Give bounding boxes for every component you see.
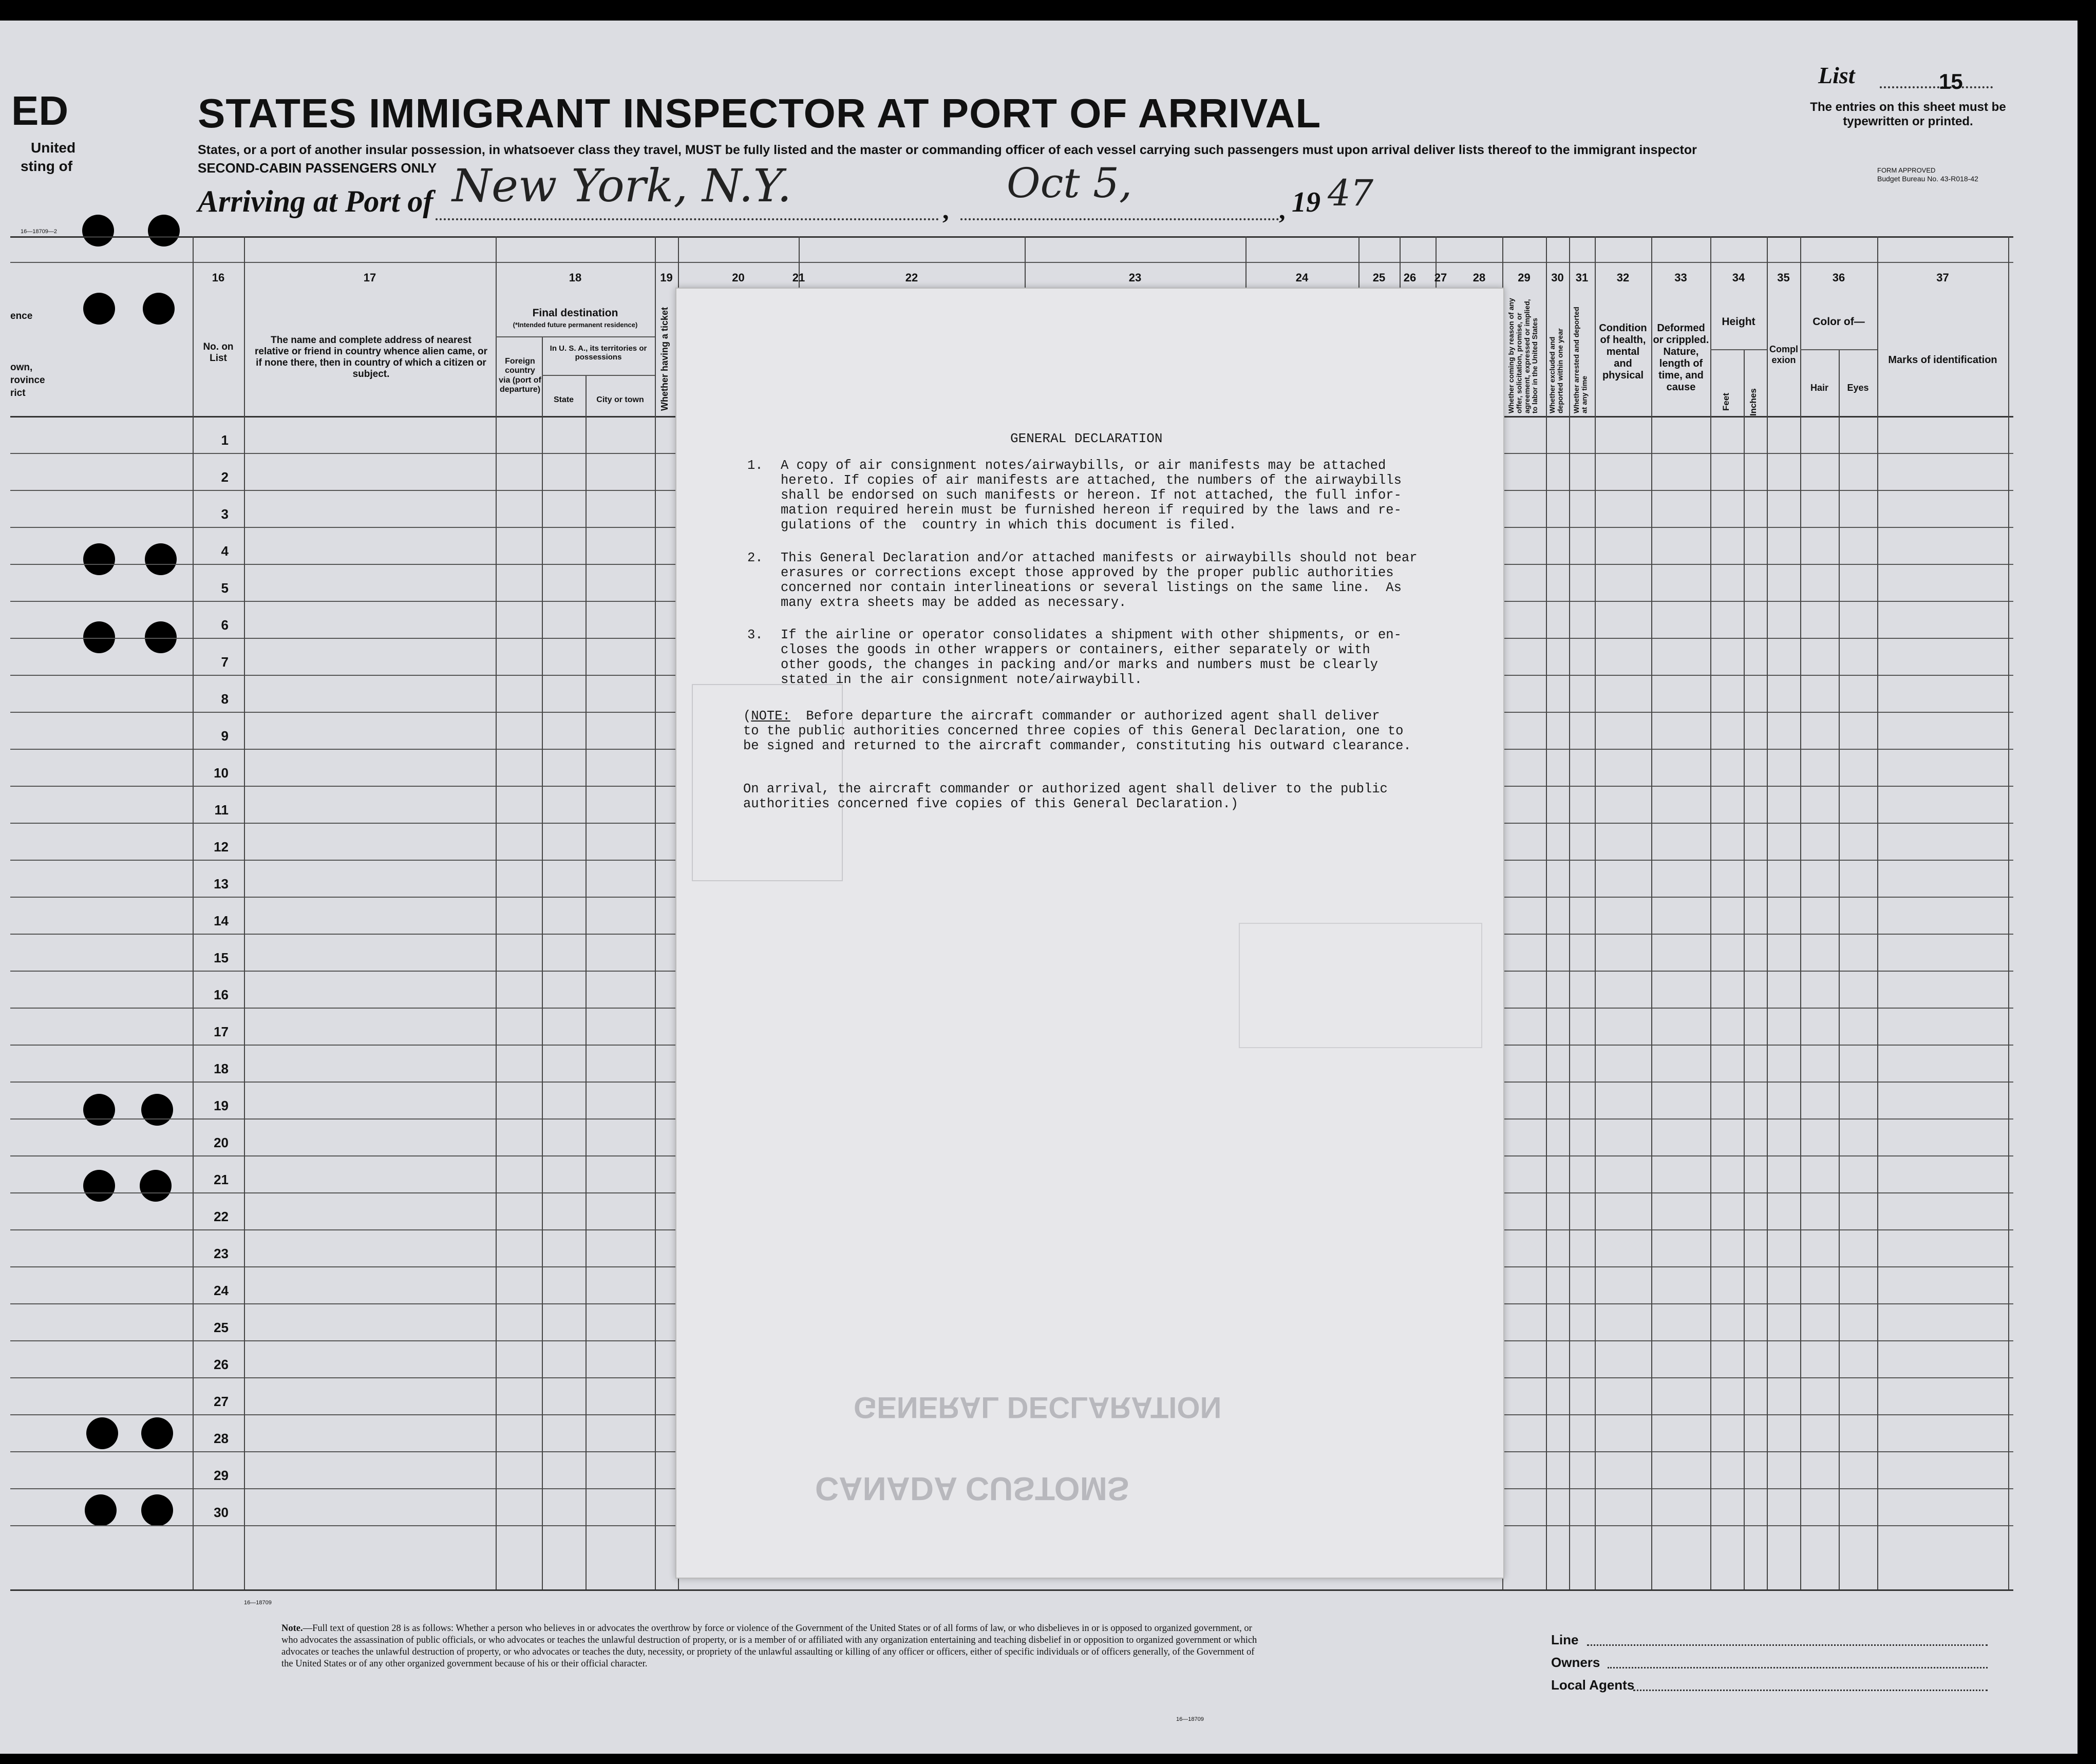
row-number: 1 <box>221 432 229 448</box>
declaration-item-1-num: 1. <box>747 458 763 473</box>
punch-hole <box>82 215 114 246</box>
col-rule <box>1877 236 1878 1589</box>
punch-hole <box>86 1417 118 1449</box>
table-top-rule <box>10 236 2013 238</box>
sub-rule <box>496 336 655 337</box>
colnum-26: 26 <box>1403 271 1417 284</box>
row-number: 23 <box>214 1246 229 1261</box>
row-number: 30 <box>214 1505 229 1520</box>
punch-hole <box>145 543 177 575</box>
punch-hole <box>141 1417 173 1449</box>
colnum-19: 19 <box>660 271 673 284</box>
header-condition-health: Condition of health, mental and physical <box>1599 323 1647 381</box>
row-number: 25 <box>214 1320 229 1335</box>
row-number: 7 <box>221 654 229 670</box>
colnum-28: 28 <box>1472 271 1486 284</box>
header-final-destination: Final destination <box>532 307 618 319</box>
row-number: 24 <box>214 1283 229 1298</box>
header-subline: States, or a port of another insular possession, in whatsoever class they travel, MUST be fully listed and the master or commanding officer of each vessel carrying such passengers must upon arrival deliver lists thereof to the immigrant inspector <box>198 143 1697 157</box>
form-code-top: 16—18709—2 <box>21 229 57 235</box>
footer-note-text: —Full text of question 28 is as follows: Whether a person who believes in or advocates the overthrow by force or violence of the Government of the United States or of all forms of law, or who disbelieves in or is opposed to organized government, or who advocates the assassination of public officials, or who advocates or teaches the unlawful destruction of property, or is a member of or affiliated with any organization entertaining and teaching disbelief in or opposition to organized government or which advocates or teaches the unlawful destruction of property, or who advocates or teaches the duty, necessity, or propriety of the unlawful assaulting or killing of any officer or officers, either of specific individuals or of officers generally, of the Government of the United States or of any other organized government because of his or their official character. <box>281 1623 1257 1669</box>
date-handwriting: Oct 5, <box>1007 159 1132 207</box>
header-in-usa: In U. S. A., its territories or possessions <box>550 344 647 362</box>
left-fragment-ed: ED <box>11 88 69 134</box>
row-number: 13 <box>214 876 229 892</box>
punch-hole <box>83 1094 115 1126</box>
declaration-note-label: NOTE: <box>751 709 790 724</box>
faded-stamp-box <box>1239 923 1482 1048</box>
form-approved: FORM APPROVED <box>1877 166 1936 174</box>
declaration-item-2: This General Declaration and/or attached manifests or airwaybills should not bear erasures or corrections except those approved by the proper public authorities concerned nor contain interlineations or several listings on the same line. As many extra sheets may be added as necessary. <box>781 551 1418 610</box>
colnum-21: 21 <box>792 271 805 284</box>
row-number: 27 <box>214 1394 229 1409</box>
header-city: City or town <box>596 395 644 404</box>
header-deformed: Deformed or crippled. Nature, length of time, and cause <box>1653 323 1709 393</box>
colnum-34: 34 <box>1732 271 1745 284</box>
col-rule <box>655 236 656 1589</box>
declaration-item-3-num: 3. <box>747 628 763 642</box>
row-number: 21 <box>214 1172 229 1187</box>
col-rule <box>1546 236 1547 1589</box>
punch-hole <box>83 293 115 325</box>
header-arrested: Whether arrested and deported at any time <box>1572 307 1589 413</box>
left-fragment-ence: ence <box>10 311 33 321</box>
row-number: 8 <box>221 691 229 707</box>
row-number: 2 <box>221 469 229 485</box>
header-labor-offer: Whether coming by reason of any offer, solicitation, promise, or agreement, expressed or implied, to labor in the United States <box>1507 298 1539 413</box>
colnum-31: 31 <box>1575 271 1589 284</box>
col-rule <box>586 375 587 1589</box>
colnum-25: 25 <box>1372 271 1386 284</box>
punch-hole <box>83 543 115 575</box>
punch-hole <box>83 621 115 653</box>
colnum-37: 37 <box>1936 271 1949 284</box>
colnum-16: 16 <box>212 271 225 284</box>
port-handwriting: New York, N.Y. <box>452 159 792 212</box>
list-number: 15 <box>1939 69 1963 93</box>
page-title: STATES IMMIGRANT INSPECTOR AT PORT OF ARRIVAL <box>198 90 1321 136</box>
header-color-of: Color of— <box>1812 316 1865 328</box>
row-number: 28 <box>214 1431 229 1446</box>
header-rule <box>10 262 2013 263</box>
year-printed: 19 <box>1292 186 1320 218</box>
header-nearest-relative: The name and complete address of nearest relative or friend in country whence alien came, or if none there, then in country of which a citizen or subject. <box>255 335 487 380</box>
declaration-note-text: Before departure the aircraft commander or authorized agent shall deliver to the public authorities concerned three copies of this General Declaration, one to be signed and returned to the aircraft commander, constituting his outward clearance. <box>743 709 1411 753</box>
row-number: 15 <box>214 950 229 965</box>
punch-hole <box>145 621 177 653</box>
colnum-29: 29 <box>1518 271 1531 284</box>
row-number: 18 <box>214 1061 229 1076</box>
row-number: 10 <box>214 765 229 781</box>
colnum-27: 27 <box>1434 271 1447 284</box>
header-excluded: Whether excluded and deported within one year <box>1548 328 1564 413</box>
form-code-bottom: 16—18709 <box>244 1600 272 1606</box>
colnum-32: 32 <box>1616 271 1630 284</box>
row-number: 19 <box>214 1098 229 1113</box>
sub-rule <box>1800 349 1877 350</box>
col-rule <box>244 236 245 1589</box>
col-rule <box>1800 236 1801 1589</box>
colnum-18: 18 <box>569 271 582 284</box>
punch-hole <box>141 1494 173 1526</box>
left-fragment-united: United <box>31 140 76 156</box>
colnum-17: 17 <box>363 271 376 284</box>
col-rule <box>496 236 497 1589</box>
header-marks-identification: Marks of identification <box>1888 354 1997 366</box>
general-declaration-overlay <box>675 288 1504 1579</box>
typewritten-note: The entries on this sheet must be typewritten or printed. <box>1810 100 2006 128</box>
row-number: 3 <box>221 506 229 522</box>
date-dotline <box>960 218 1279 220</box>
colnum-35: 35 <box>1777 271 1790 284</box>
col-rule <box>1651 236 1652 1589</box>
col-rule <box>1839 349 1840 1589</box>
header-no-on-list: No. on List <box>203 342 234 364</box>
colnum-33: 33 <box>1674 271 1687 284</box>
declaration-arrival: On arrival, the aircraft commander or authorized agent shall deliver to the public authorities concerned five copies of this General Declaration.) <box>743 782 1388 811</box>
declaration-title: GENERAL DECLARATION <box>1010 431 1163 446</box>
sub-rule <box>542 375 655 376</box>
footer-line-label: Line <box>1551 1632 1579 1647</box>
row-number: 17 <box>214 1024 229 1039</box>
arriving-label: Arriving at Port of <box>198 184 433 218</box>
colnum-23: 23 <box>1128 271 1142 284</box>
table-bottom-rule <box>10 1589 2013 1591</box>
header-final-destination-sub: (*Intended future permanent residence) <box>513 321 638 329</box>
colnum-24: 24 <box>1295 271 1309 284</box>
header-feet: Feet <box>1721 393 1731 411</box>
punch-hole <box>140 1170 172 1202</box>
header-ticket: Whether having a ticket <box>659 307 670 411</box>
row-number: 12 <box>214 839 229 855</box>
col-rule <box>1569 236 1570 1589</box>
row-number: 6 <box>221 617 229 633</box>
comma-2: , <box>1279 196 1286 224</box>
row-number: 9 <box>221 728 229 744</box>
colnum-22: 22 <box>905 271 918 284</box>
punch-hole <box>143 293 175 325</box>
left-fragment-own: own, <box>10 362 33 373</box>
row-number: 11 <box>214 802 229 818</box>
left-fragment-sting: sting of <box>21 158 73 174</box>
manifest-sheet <box>0 21 2078 1754</box>
footer-owners-label: Owners <box>1551 1655 1600 1670</box>
header-foreign-country: Foreign country via (port of departure) <box>499 357 541 394</box>
port-dotline <box>436 218 939 220</box>
colnum-36: 36 <box>1832 271 1845 284</box>
footer-line-dotline <box>1587 1644 1988 1646</box>
col-rule <box>1744 349 1745 1589</box>
ghost-general-declaration: GENERAL DECLARATION <box>854 1391 1222 1424</box>
list-dotline <box>1880 86 1993 88</box>
col-rule <box>2008 236 2009 1589</box>
row-number: 22 <box>214 1209 229 1224</box>
header-eyes: Eyes <box>1847 383 1869 393</box>
class-line: SECOND-CABIN PASSENGERS ONLY <box>198 160 437 176</box>
row-number: 4 <box>221 543 229 559</box>
ghost-canada-customs: CANADA CUSTOMS <box>815 1470 1129 1507</box>
colnum-30: 30 <box>1551 271 1564 284</box>
year-handwriting: 47 <box>1328 172 1374 214</box>
col-rule <box>1767 236 1768 1589</box>
left-fragment-province: rovince <box>10 375 45 386</box>
budget-bureau: Budget Bureau No. 43-R018-42 <box>1877 175 1978 183</box>
list-label: List <box>1818 62 1855 88</box>
col-rule <box>542 336 543 1589</box>
row-number: 29 <box>214 1468 229 1483</box>
row-number: 16 <box>214 987 229 1002</box>
col-rule <box>1710 236 1711 1589</box>
row-number: 14 <box>214 913 229 928</box>
row-number: 20 <box>214 1135 229 1150</box>
left-fragment-rict: rict <box>10 388 26 399</box>
header-inches: Inches <box>1748 388 1758 416</box>
footer-owners-dotline <box>1608 1667 1988 1668</box>
header-state: State <box>553 395 574 404</box>
footer-agents-label: Local Agents <box>1551 1677 1635 1693</box>
form-code-note: 16—18709 <box>1176 1716 1204 1722</box>
footer-note-lead: Note. <box>281 1623 303 1634</box>
footer-agents-dotline <box>1633 1690 1988 1691</box>
sub-rule <box>1710 349 1767 350</box>
punch-hole <box>141 1094 173 1126</box>
declaration-item-1: A copy of air consignment notes/airwaybills, or air manifests may be attached hereto. If copies of air manifests are attached, the numbers of the airwaybills shall be endorsed on such manifests or hereon. If not attached, the full infor- mation required herein must be furnished hereon if required by the laws and re- gulations of the country in which this document is filed. <box>781 458 1402 533</box>
header-complexion: Complexion <box>1769 344 1798 365</box>
footer-note <box>281 1623 1257 1670</box>
punch-hole <box>148 215 180 246</box>
comma-1: , <box>942 196 949 224</box>
declaration-item-3: If the airline or operator consolidates a shipment with other shipments, or en- closes the goods in other wrappers or containers, either separately or with other goods, the changes in packing and/or marks and numbers must be clearly stated in the air consignment note/airwaybill. <box>781 628 1402 687</box>
declaration-item-2-num: 2. <box>747 551 763 565</box>
punch-hole <box>83 1170 115 1202</box>
declaration-note: (NOTE: Before departure the aircraft commander or authorized agent shall deliver to the public authorities concerned three copies of this General Declaration, one to be signed and returned to the aircraft commander, constituting his outward clearance. <box>743 709 1411 753</box>
header-height: Height <box>1722 316 1755 328</box>
row-number: 26 <box>214 1357 229 1372</box>
col-rule <box>1595 236 1596 1589</box>
colnum-20: 20 <box>732 271 745 284</box>
header-hair: Hair <box>1810 383 1828 393</box>
punch-hole <box>85 1494 117 1526</box>
row-number: 5 <box>221 580 229 596</box>
